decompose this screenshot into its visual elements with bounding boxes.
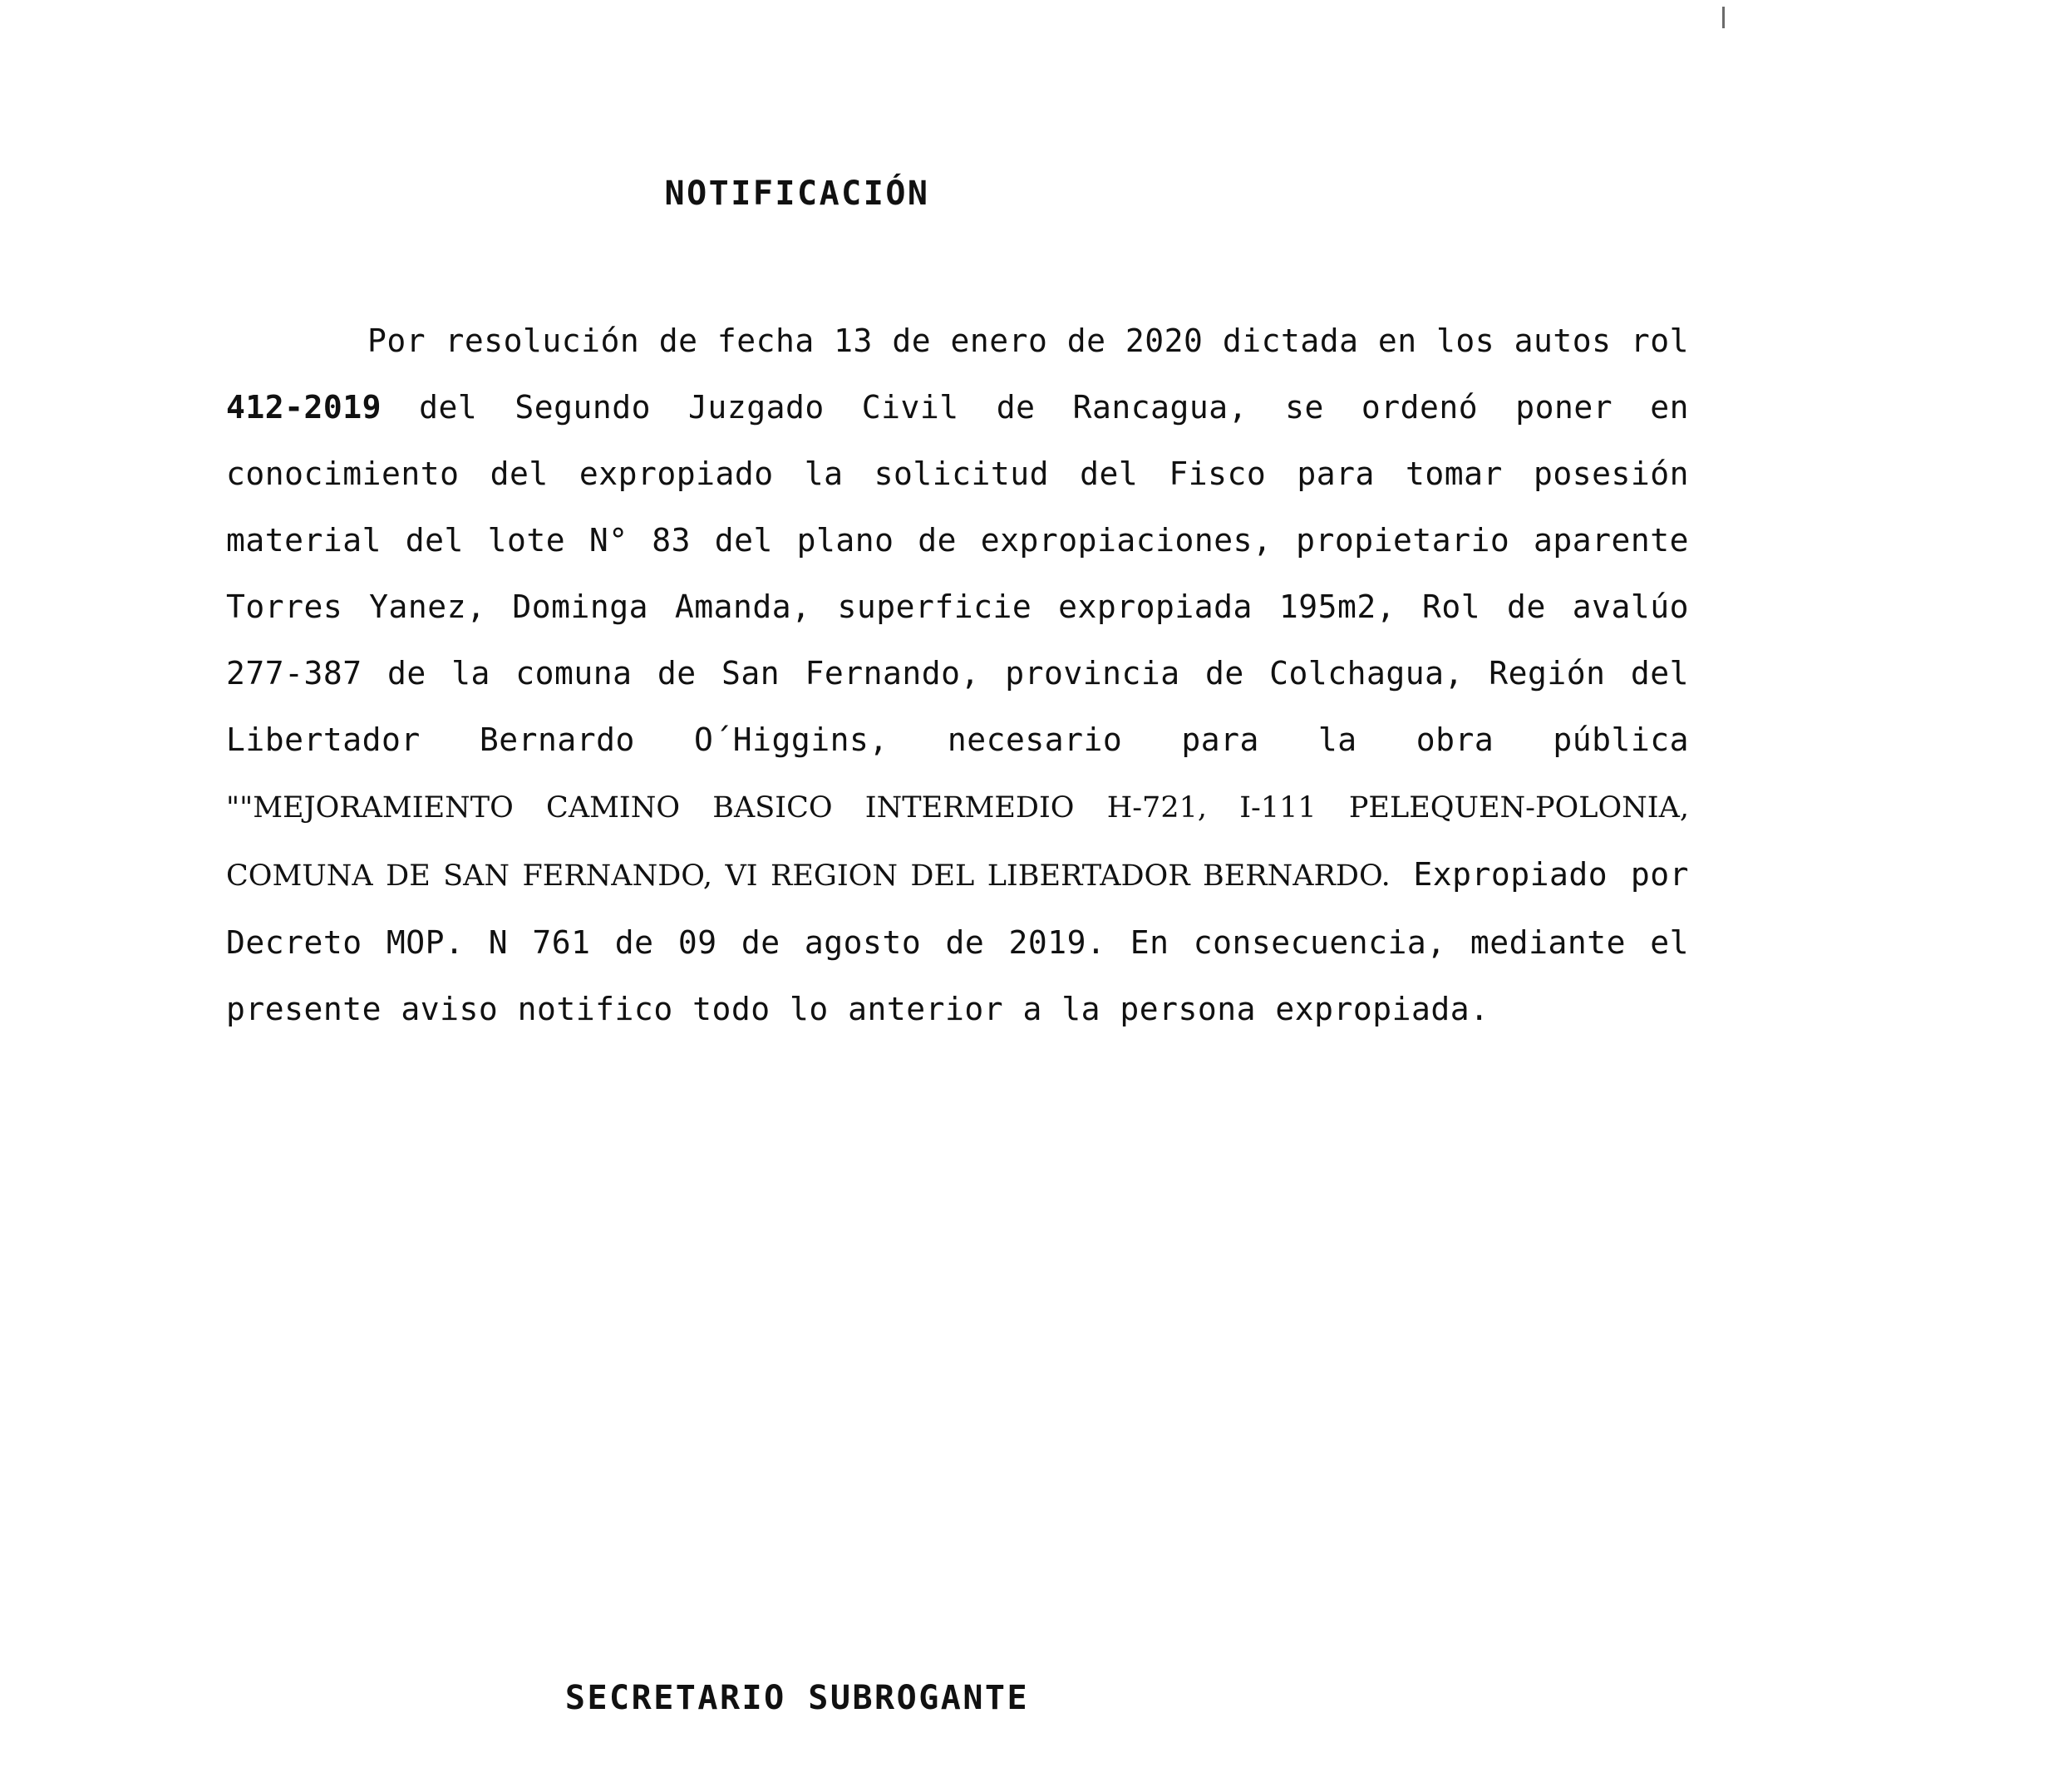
public-work-name: ""MEJORAMIENTO CAMINO BASICO INTERMEDIO H-721, I-111 PELEQUEN-POLONIA, COMUNA DE SAN FERNANDO, VI REGION DEL LIBERTADOR BERNARDO.: [226, 791, 1689, 893]
paragraph-segment-1: Por resolución de fecha 13 de enero de 2020 dictada en los autos rol: [367, 322, 1689, 359]
paragraph-segment-2: del Segundo Juzgado Civil de Rancagua, se ordenó poner en conocimiento del expropiado la solicitud del Fisco para tomar posesión material del lote N° 83 del plano de expropiaciones, propietario aparente Torres Yanez, Dominga Amanda, superficie expropiada 195m2, Rol de avalúo 277-387 de la comuna de San Fernando, provincia de Colchagua, Región del Libertador Bernardo O´Higgins, necesario para la obra pública: [226, 389, 1689, 758]
notification-paragraph: [226, 308, 1689, 1042]
case-number: 412-2019: [226, 389, 382, 426]
signature-line-label: SECRETARIO SUBROGANTE: [564, 1679, 1030, 1717]
page-title: NOTIFICACIÓN: [664, 175, 930, 213]
document-body: [226, 308, 1689, 1042]
paragraph-segment-3: Expropiado por Decreto MOP. N 761 de 09 de agosto de 2019. En consecuencia, mediante el presente aviso notifico todo lo anterior a la persona expropiada.: [226, 856, 1689, 1027]
scan-edge-mark: [1722, 7, 1725, 28]
